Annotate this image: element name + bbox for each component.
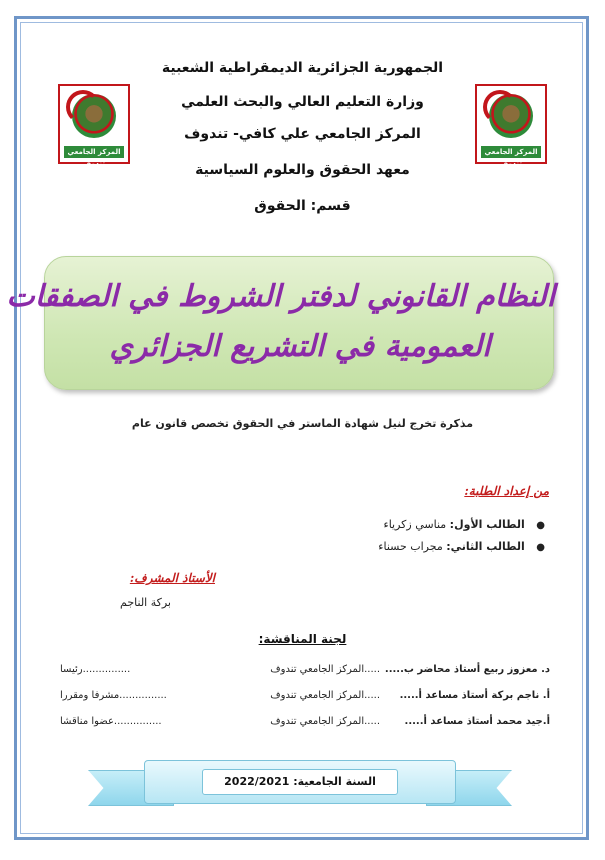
committee-member-name: أ. ناجم بركة أستاذ مساعد أ..... xyxy=(399,690,550,701)
committee-title: لجنة المناقشة: xyxy=(258,632,347,646)
committee-row xyxy=(60,690,550,706)
logo-caption: المركز الجامعي تندوف xyxy=(64,146,124,158)
thesis-subtitle: مذكرة تخرج لنيل شهادة الماستر في الحقوق تخصص قانون عام xyxy=(131,417,474,430)
supervisor-name: بركة الناجم xyxy=(120,596,171,609)
header-center: المركز الجامعي علي كافي- تندوف xyxy=(184,126,421,142)
supervisor-label: الأستاذ المشرف: xyxy=(129,571,215,585)
student-name: مناسي زكرياء xyxy=(383,518,447,531)
thesis-title-banner xyxy=(6,256,555,390)
committee-row xyxy=(60,716,550,732)
students-label: من إعداد الطلبة: xyxy=(464,484,549,498)
thesis-title-line-2: العمومية في التشريع الجزائري xyxy=(109,329,491,364)
committee-member-role: ...............رئيسا xyxy=(60,664,131,675)
committee-member-institution: .....المركز الجامعي تندوف xyxy=(270,664,380,675)
bullet-icon: ● xyxy=(536,542,545,553)
header-institute: معهد الحقوق والعلوم السياسية xyxy=(195,162,410,178)
academic-year: السنة الجامعية: 2022/2021 xyxy=(202,769,398,795)
thesis-title-line-1: النظام القانوني لدفتر الشروط في الصفقات xyxy=(6,279,555,314)
committee-member-name: أ.جيد محمد أستاذ مساعد أ..... xyxy=(404,716,550,727)
committee-member-institution: .....المركز الجامعي تندوف xyxy=(270,690,380,701)
student-item xyxy=(384,518,545,531)
header-department: قسم: الحقوق xyxy=(254,198,351,214)
header-ministry: وزارة التعليم العالي والبحث العلمي xyxy=(181,94,424,110)
academic-year-ribbon xyxy=(88,760,512,818)
bullet-icon: ● xyxy=(536,520,545,531)
student-role: الطالب الثاني: xyxy=(446,540,525,553)
logo-caption: المركز الجامعي تندوف xyxy=(481,146,541,158)
student-item xyxy=(378,540,545,553)
committee-member-name: د. معزوز ربيع أستاذ محاضر ب..... xyxy=(384,664,550,675)
student-role: الطالب الأول: xyxy=(449,518,525,531)
committee-member-role: ...............عضوا مناقشا xyxy=(60,716,162,727)
student-name: مجراب حسناء xyxy=(378,540,443,553)
header-republic: الجمهورية الجزائرية الديمقراطية الشعبية xyxy=(161,60,444,76)
committee-member-role: ...............مشرفا ومقررا xyxy=(60,690,167,701)
committee-row xyxy=(60,664,550,680)
committee-member-institution: .....المركز الجامعي تندوف xyxy=(270,716,380,727)
